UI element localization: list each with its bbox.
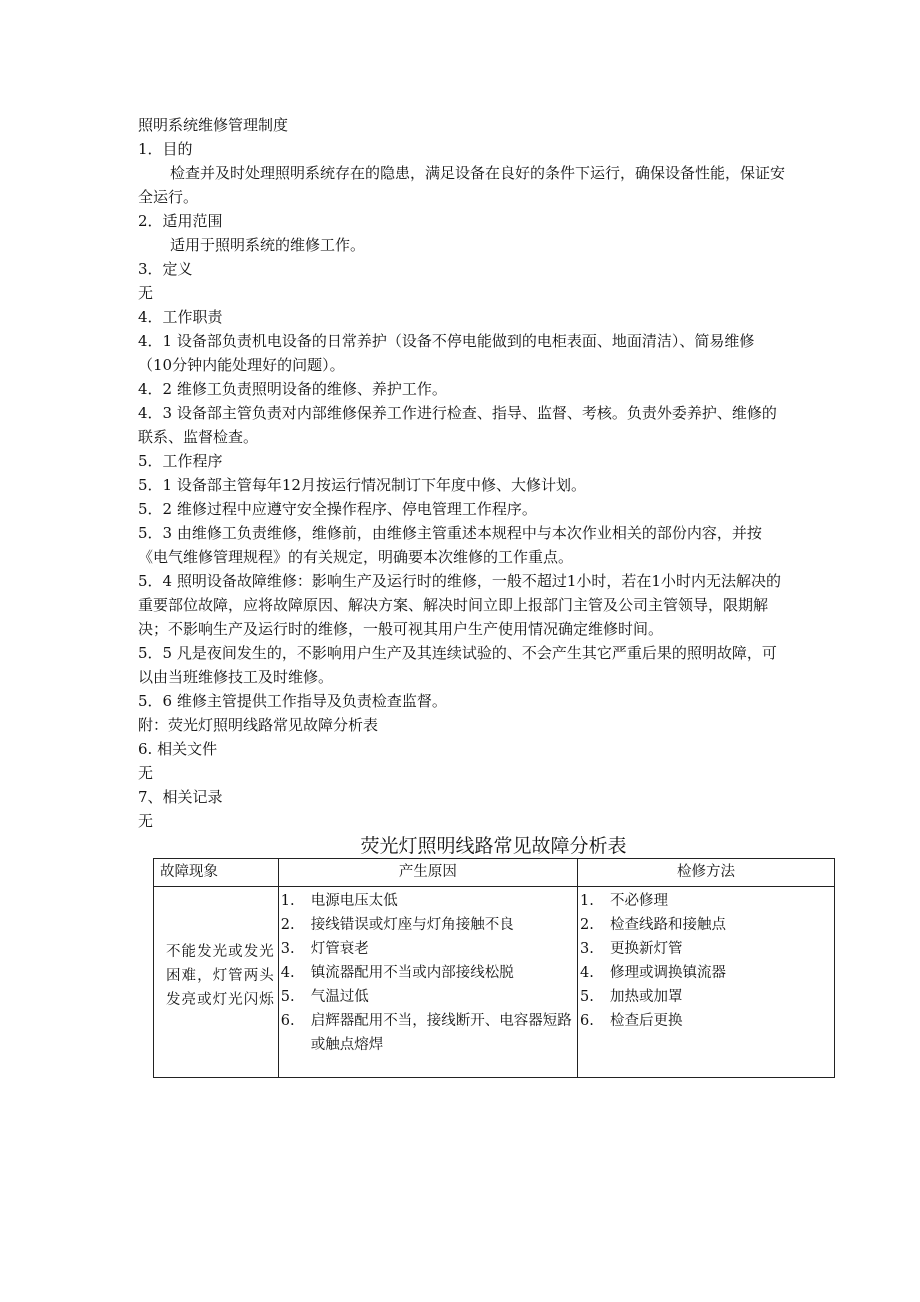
list-text: 接线错误或灯座与灯角接触不良 xyxy=(310,917,514,933)
symptom-text: 不能发光或发光困难，灯管两头发亮或灯光闪烁 xyxy=(166,944,274,1008)
list-text: 启辉器配用不当，接线断开、电容器短路或触点熔焊 xyxy=(310,1013,572,1053)
list-text: 镇流器配用不当或内部接线松脱 xyxy=(310,965,514,981)
list-number: 1. xyxy=(579,893,594,909)
list-number: 3. xyxy=(579,941,594,957)
clause-4-3: 4．3 设备部主管负责对内部维修保养工作进行检查、指导、监督、考核。负责外委养护、维修的联系、监督检查。 xyxy=(138,404,777,446)
appendix-note: 附：荧光灯照明线路常见故障分析表 xyxy=(138,716,379,734)
list-text: 更换新灯管 xyxy=(609,941,683,957)
list-item xyxy=(279,1009,577,1057)
section-7-heading: 7、相关记录 xyxy=(138,788,223,806)
list-text: 检查线路和接触点 xyxy=(609,917,726,933)
clause-4-2: 4．2 维修工负责照明设备的维修、养护工作。 xyxy=(138,380,447,398)
section-2-body: 适用于照明系统的维修工作。 xyxy=(170,236,366,254)
section-6-heading: 6. 相关文件 xyxy=(138,740,218,758)
header-symptom: 故障现象 xyxy=(154,859,279,887)
list-number: 6. xyxy=(579,1013,594,1029)
clause-5-3: 5．3 由维修工负责维修，维修前，由维修主管重述本规程中与本次作业相关的部份内容，并按《电气维修管理规程》的有关规定，明确要本次维修的工作重点。 xyxy=(138,524,762,566)
list-item xyxy=(578,961,834,985)
list-item xyxy=(578,985,834,1009)
list-item xyxy=(279,985,577,1009)
header-fix: 检修方法 xyxy=(577,859,834,887)
list-text: 电源电压太低 xyxy=(310,893,398,909)
list-number: 2. xyxy=(579,917,594,933)
section-6-body: 无 xyxy=(138,764,154,782)
table-row xyxy=(154,887,835,1078)
list-item xyxy=(279,937,577,961)
section-1-heading: 1．目的 xyxy=(138,140,193,158)
list-text: 加热或加罩 xyxy=(609,989,683,1005)
list-number: 2. xyxy=(280,917,295,933)
list-number: 4. xyxy=(280,965,295,981)
section-1-body: 检查并及时处理照明系统存在的隐患，满足设备在良好的条件下运行，确保设备性能，保证安全运行。 xyxy=(138,164,786,206)
list-item xyxy=(578,913,834,937)
list-number: 6. xyxy=(280,1013,295,1029)
document-title: 照明系统维修管理制度 xyxy=(138,116,289,134)
clause-5-4: 5．4 照明设备故障维修：影响生产及运行时的维修，一般不超过1小时，若在1小时内无法解决的重要部位故障，应将故障原因、解决方案、解决时间立即上报部门主管及公司主管领导，限期解决；不影响生产及运行时的维修，一般可视其用户生产使用情况确定维修时间。 xyxy=(138,572,781,638)
clause-5-1: 5．1 设备部主管每年12月按运行情况制订下年度中修、大修计划。 xyxy=(138,476,586,494)
list-item xyxy=(279,961,577,985)
clause-4-1: 4．1 设备部负责机电设备的日常养护（设备不停电能做到的电柜表面、地面清洁）、简易维修（10分钟内能处理好的问题）。 xyxy=(138,332,755,374)
fault-analysis-table xyxy=(153,858,835,1078)
section-2-heading: 2．适用范围 xyxy=(138,212,223,230)
list-item xyxy=(279,913,577,937)
list-number: 5. xyxy=(579,989,594,1005)
section-7-body: 无 xyxy=(138,812,154,830)
list-text: 灯管衰老 xyxy=(310,941,369,957)
clause-5-2: 5．2 维修过程中应遵守安全操作程序、停电管理工作程序。 xyxy=(138,500,537,518)
section-5-heading: 5．工作程序 xyxy=(138,452,223,470)
list-number: 4. xyxy=(579,965,594,981)
list-item xyxy=(578,889,834,913)
clause-5-5: 5．5 凡是夜间发生的，不影响用户生产及其连续试验的、不会产生其它严重后果的照明故障，可以由当班维修技工及时维修。 xyxy=(138,644,777,686)
list-text: 修理或调换镇流器 xyxy=(609,965,726,981)
list-number: 3. xyxy=(280,941,295,957)
list-text: 不必修理 xyxy=(609,893,668,909)
fix-list xyxy=(578,887,834,1053)
cause-list xyxy=(279,887,577,1077)
fix-cell xyxy=(577,887,834,1078)
cause-cell xyxy=(278,887,577,1078)
header-cause: 产生原因 xyxy=(278,859,577,887)
section-3-heading: 3．定义 xyxy=(138,260,193,278)
list-text: 检查后更换 xyxy=(609,1013,683,1029)
list-number: 1. xyxy=(280,893,295,909)
list-number: 5. xyxy=(280,989,295,1005)
list-item xyxy=(578,1009,834,1033)
section-4-heading: 4．工作职责 xyxy=(138,308,223,326)
table-header-row xyxy=(154,859,835,887)
list-text: 气温过低 xyxy=(310,989,369,1005)
table-title: 荧光灯照明线路常见故障分析表 xyxy=(360,835,627,857)
symptom-cell xyxy=(154,887,279,1078)
document-body xyxy=(138,113,788,833)
clause-5-6: 5．6 维修主管提供工作指导及负责检查监督。 xyxy=(138,692,447,710)
list-item xyxy=(279,889,577,913)
list-item xyxy=(578,937,834,961)
section-3-body: 无 xyxy=(138,284,154,302)
